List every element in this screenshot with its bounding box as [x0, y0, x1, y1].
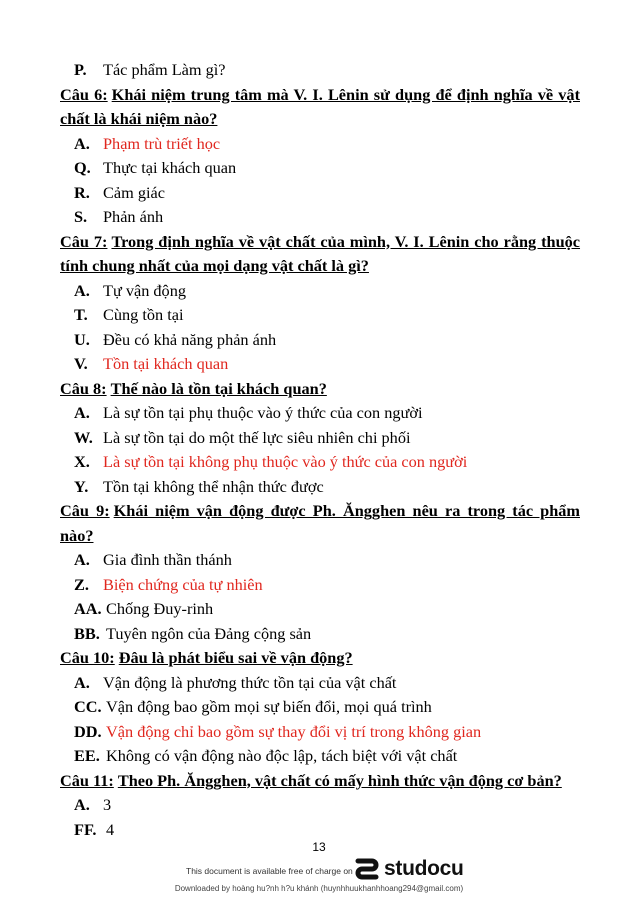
answer-option [60, 401, 580, 426]
question-text: Trong định nghĩa về vật chất của mình, V. I. Lênin cho rằng thuộc tính chung nhất của mọi dạng vật chất là gì? [60, 231, 581, 275]
option-text: Tồn tại không thể nhận thức được [103, 476, 324, 496]
option-text: Tự vận động [103, 280, 186, 300]
option-letter: S. [74, 207, 88, 226]
quiz-content [60, 58, 580, 842]
option-text: Vận động bao gồm mọi sự biến đổi, mọi quá trình [106, 697, 432, 716]
option-letter: Z. [74, 574, 89, 594]
answer-option [60, 744, 580, 769]
answer-option [60, 328, 580, 353]
question-text: Đâu là phát biểu sai về vận động? [118, 648, 353, 667]
option-text: Là sự tồn tại phụ thuộc vào ý thức của con người [103, 403, 423, 422]
answer-option [60, 58, 580, 83]
answer-option [60, 622, 580, 647]
option-letter: T. [74, 305, 88, 324]
option-letter: V. [74, 354, 88, 373]
option-text: Chống Đuy-rinh [106, 599, 214, 618]
answer-option-correct [60, 573, 580, 598]
option-text: Tác phẩm Làm gì? [103, 60, 226, 79]
option-text: Là sự tồn tại không phụ thuộc vào ý thức của con người [103, 452, 468, 471]
question-text: Khái niệm trung tâm mà V. I. Lênin sử dụng để định nghĩa về vật chất là khái niệm nào? [60, 84, 580, 128]
option-text: Cảm giác [103, 182, 165, 202]
option-text: Đều có khả năng phản ánh [103, 329, 277, 349]
option-text: Thực tại khách quan [103, 158, 237, 177]
option-text: Tuyên ngôn của Đảng cộng sản [106, 623, 312, 643]
option-letter: Q. [74, 158, 91, 177]
question-text: Thế nào là tồn tại khách quan? [110, 378, 327, 398]
option-text: Vận động chỉ bao gồm sự thay đổi vị trí trong không gian [106, 721, 482, 741]
option-text: Phản ánh [103, 207, 164, 226]
option-letter: CC. [74, 697, 102, 716]
option-letter: DD. [74, 721, 102, 741]
option-text: 4 [106, 819, 115, 839]
download-attribution: Downloaded by hoàng hu?nh h?u khánh (huynhhuukhanhhoang294@gmail.com) [174, 884, 464, 893]
question-text: Khái niệm vận động được Ph. Ăngghen nêu ra trong tác phẩm nào? [60, 501, 580, 545]
availability-note: This document is available free of charge on [186, 866, 353, 876]
question-number: Câu 10: [60, 648, 115, 667]
option-letter: AA. [74, 599, 102, 618]
answer-option [60, 695, 580, 720]
studocu-wordmark: studocu [384, 857, 464, 880]
option-text: Là sự tồn tại do một thế lực siêu nhiên chi phối [103, 427, 411, 447]
option-letter: W. [74, 427, 93, 447]
answer-option-correct [60, 132, 580, 157]
question-number: Câu 11: [60, 770, 114, 790]
option-letter: A. [74, 133, 90, 153]
option-letter: FF. [74, 819, 97, 839]
question-heading [60, 230, 580, 279]
answer-option [60, 671, 580, 696]
question-heading [60, 83, 580, 132]
answer-option [60, 303, 580, 328]
question-heading [60, 646, 580, 671]
question-heading [60, 377, 580, 402]
question-number: Câu 9: [60, 501, 110, 520]
answer-option [60, 181, 580, 206]
option-letter: X. [74, 452, 90, 471]
answer-option [60, 279, 580, 304]
question-number: Câu 8: [60, 378, 107, 398]
studocu-footer [0, 854, 638, 884]
page-number: 13 [312, 840, 326, 854]
option-letter: BB. [74, 623, 100, 643]
option-letter: P. [74, 60, 87, 79]
studocu-logo-icon [354, 856, 380, 882]
option-letter: A. [74, 280, 90, 300]
answer-option [60, 475, 580, 500]
option-letter: R. [74, 182, 90, 202]
option-text: Gia đình thần thánh [103, 550, 232, 569]
answer-option [60, 597, 580, 622]
question-number: Câu 7: [60, 231, 108, 251]
answer-option [60, 793, 580, 818]
option-text: 3 [103, 795, 112, 814]
option-letter: U. [74, 329, 90, 349]
question-heading [60, 499, 580, 548]
option-letter: A. [74, 795, 90, 814]
option-text: Vận động là phương thức tồn tại của vật chất [103, 672, 397, 692]
option-letter: A. [74, 550, 90, 569]
answer-option [60, 426, 580, 451]
option-letter: EE. [74, 746, 100, 765]
answer-option [60, 818, 580, 843]
option-text: Không có vận động nào độc lập, tách biệt với vật chất [106, 746, 458, 765]
answer-option-correct [60, 352, 580, 377]
answer-option [60, 156, 580, 181]
option-letter: Y. [74, 476, 89, 496]
option-text: Phạm trù triết học [103, 133, 221, 153]
option-letter: A. [74, 403, 90, 422]
option-text: Cùng tồn tại [103, 305, 184, 324]
question-heading [60, 769, 580, 794]
question-number: Câu 6: [60, 84, 108, 104]
answer-option [60, 548, 580, 573]
option-text: Biện chứng của tự nhiên [103, 574, 263, 594]
option-text: Tồn tại khách quan [103, 354, 229, 373]
question-text: Theo Ph. Ăngghen, vật chất có mấy hình thức vận động cơ bản? [117, 770, 562, 790]
answer-option [60, 205, 580, 230]
answer-option-correct [60, 720, 580, 745]
option-letter: A. [74, 672, 90, 692]
studocu-logo[interactable] [354, 856, 464, 882]
answer-option-correct [60, 450, 580, 475]
